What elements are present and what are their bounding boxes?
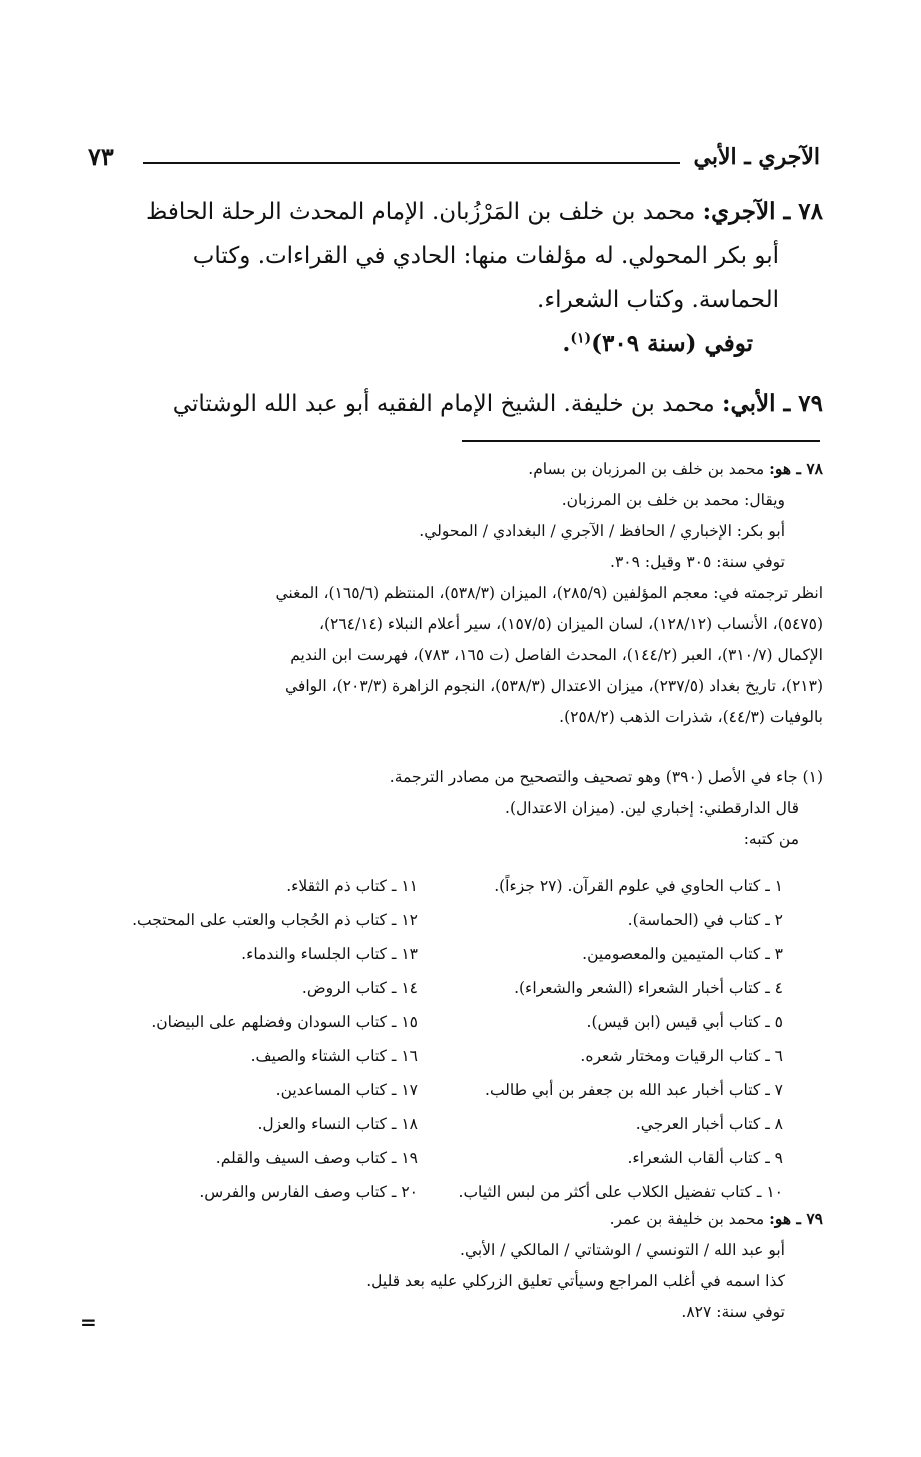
book-item: ١٢ ـ كتاب ذم الحُجاب والعتب على المحتجب.	[132, 911, 418, 929]
book-item: ٢ ـ كتاب في (الحماسة).	[627, 911, 783, 929]
footnote-line	[91, 1297, 823, 1328]
book-item: ٦ ـ كتاب الرقيات ومختار شعره.	[580, 1047, 783, 1065]
book-item: ٩ ـ كتاب ألقاب الشعراء.	[627, 1149, 783, 1167]
footnote-79	[91, 1203, 823, 1328]
book-item: ١٩ ـ كتاب وصف السيف والقلم.	[215, 1149, 418, 1167]
footnote-text: (٥٤٧٥)، الأنساب (١٢٨/١٢)، لسان الميزان (١٥٧/٥)، سير أعلام النبلاء (٢٦٤/١٤)،	[318, 615, 823, 633]
footnote-line	[91, 547, 823, 578]
entry-line	[97, 190, 823, 234]
book-item: ١١ ـ كتاب ذم الثقلاء.	[286, 877, 418, 895]
book-item: ٢٠ ـ كتاب وصف الفارس والفرس.	[199, 1183, 418, 1201]
footnote-text: قال الدارقطني: إخباري لين. (ميزان الاعتدال).	[505, 799, 799, 817]
book-item: ٤ ـ كتاب أخبار الشعراء (الشعر والشعراء).	[514, 979, 783, 997]
footnote-line	[91, 453, 823, 485]
running-header	[88, 140, 820, 180]
footnote-line	[91, 485, 823, 516]
footnote-78	[91, 453, 823, 733]
footnote-line	[91, 609, 823, 640]
entry-text: .	[562, 330, 571, 357]
footnote-text: كذا اسمه في أغلب المراجع وسيأتي تعليق الزركلي عليه بعد قليل.	[366, 1272, 785, 1290]
entry-line	[97, 322, 823, 366]
book-item: ١ ـ كتاب الحاوي في علوم القرآن. (٢٧ جزءاً).	[494, 877, 783, 895]
footnote-text: ويقال: محمد بن خلف بن المرزبان.	[561, 491, 785, 509]
footnote-text: بالوفيات (٤٤/٣)، شذرات الذهب (٢٥٨/٢).	[559, 708, 823, 726]
book-item: ١٦ ـ كتاب الشتاء والصيف.	[250, 1047, 418, 1065]
footnote-line	[91, 702, 823, 733]
book-item: ٧ ـ كتاب أخبار عبد الله بن جعفر بن أبي طالب.	[485, 1081, 783, 1099]
entry-line	[97, 234, 823, 278]
footnote-text: محمد بن خليفة بن عمر.	[609, 1210, 770, 1228]
entry-line	[97, 382, 823, 426]
entry-text: الحماسة. وكتاب الشعراء.	[537, 287, 779, 313]
footnote-text: (١) جاء في الأصل (٣٩٠) وهو تصحيف والتصحيح من مصادر الترجمة.	[389, 768, 823, 786]
book-column-right	[433, 869, 783, 1209]
footnote-ref[interactable]: (١)	[570, 330, 592, 347]
entry-text: محمد بن خليفة. الشيخ الإمام الفقيه أبو عبد الله الوشتاتي	[172, 391, 722, 417]
margin-mark: =	[80, 1310, 97, 1334]
footnote-separator	[462, 440, 820, 442]
entry-78	[97, 190, 823, 366]
footnote-line	[91, 824, 823, 855]
footnote-label: ٧٨ ـ هو:	[769, 459, 823, 478]
footnote-line	[91, 640, 823, 671]
book-item: ١٠ ـ كتاب تفضيل الكلاب على أكثر من لبس الثياب.	[458, 1183, 783, 1201]
footnote-line	[91, 578, 823, 609]
entry-79	[97, 382, 823, 426]
footnote-text: من كتبه:	[743, 830, 799, 848]
footnote-line	[91, 1266, 823, 1297]
book-item: ٨ ـ كتاب أخبار العرجي.	[635, 1115, 783, 1133]
book-item: ١٣ ـ كتاب الجلساء والندماء.	[241, 945, 418, 963]
book-item: ٥ ـ كتاب أبي قيس (ابن قيس).	[586, 1013, 783, 1031]
footnote-line	[91, 516, 823, 547]
header-rule	[143, 162, 680, 164]
page-number: ٧٣	[88, 142, 114, 171]
book-item: ١٤ ـ كتاب الروض.	[301, 979, 418, 997]
footnote-line	[91, 793, 823, 824]
footnote-line	[91, 1203, 823, 1235]
footnote-label: ٧٩ ـ هو:	[769, 1209, 823, 1228]
entry-heading: ٧٩ ـ الأبي:	[721, 390, 823, 417]
entry-text: توفي (سنة ٣٠٩)	[591, 330, 753, 357]
footnote-text: محمد بن خلف بن المرزبان بن بسام.	[528, 460, 770, 478]
footnote-text: انظر ترجمته في: معجم المؤلفين (٢٨٥/٩)، الميزان (٥٣٨/٣)، المنتظم (١٦٥/٦)، المغني	[275, 584, 823, 602]
footnote-text: (٢١٣)، تاريخ بغداد (٢٣٧/٥)، ميزان الاعتدال (٥٣٨/٣)، النجوم الزاهرة (٢٠٣/٣)، الوافي	[285, 677, 823, 695]
book-column-left	[88, 869, 418, 1209]
book-item: ١٥ ـ كتاب السودان وفضلهم على البيضان.	[151, 1013, 418, 1031]
book-item: ١٨ ـ كتاب النساء والعزل.	[257, 1115, 418, 1133]
footnote-text: أبو بكر: الإخباري / الحافظ / الآجري / البغدادي / المحولي.	[419, 522, 785, 540]
book-item: ١٧ ـ كتاب المساعدين.	[275, 1081, 418, 1099]
footnote-line	[91, 671, 823, 702]
entry-line	[97, 278, 823, 322]
entry-text: محمد بن خلف بن المَرْزُبان. الإمام المحدث الرحلة الحافظ	[146, 199, 703, 225]
footnote-1	[91, 762, 823, 855]
book-item: ٣ ـ كتاب المتيمين والمعصومين.	[582, 945, 783, 963]
book-list	[91, 869, 823, 1209]
footnote-text: توفي سنة: ٨٢٧.	[681, 1303, 785, 1321]
running-title: الآجري ـ الأبي	[693, 144, 820, 170]
footnote-line	[91, 762, 823, 793]
footnote-text: أبو عبد الله / التونسي / الوشتاتي / المالكي / الأبي.	[460, 1241, 785, 1259]
footnote-text: توفي سنة: ٣٠٥ وقيل: ٣٠٩.	[610, 553, 785, 571]
footnote-text: الإكمال (٣١٠/٧)، العبر (١٤٤/٢)، المحدث الفاصل (ت ١٦٥، ٧٨٣)، فهرست ابن النديم	[290, 646, 823, 664]
entry-text: أبو بكر المحولي. له مؤلفات منها: الحادي في القراءات. وكتاب	[192, 243, 779, 269]
entry-heading: ٧٨ ـ الآجري:	[702, 198, 823, 225]
footnote-line	[91, 1235, 823, 1266]
